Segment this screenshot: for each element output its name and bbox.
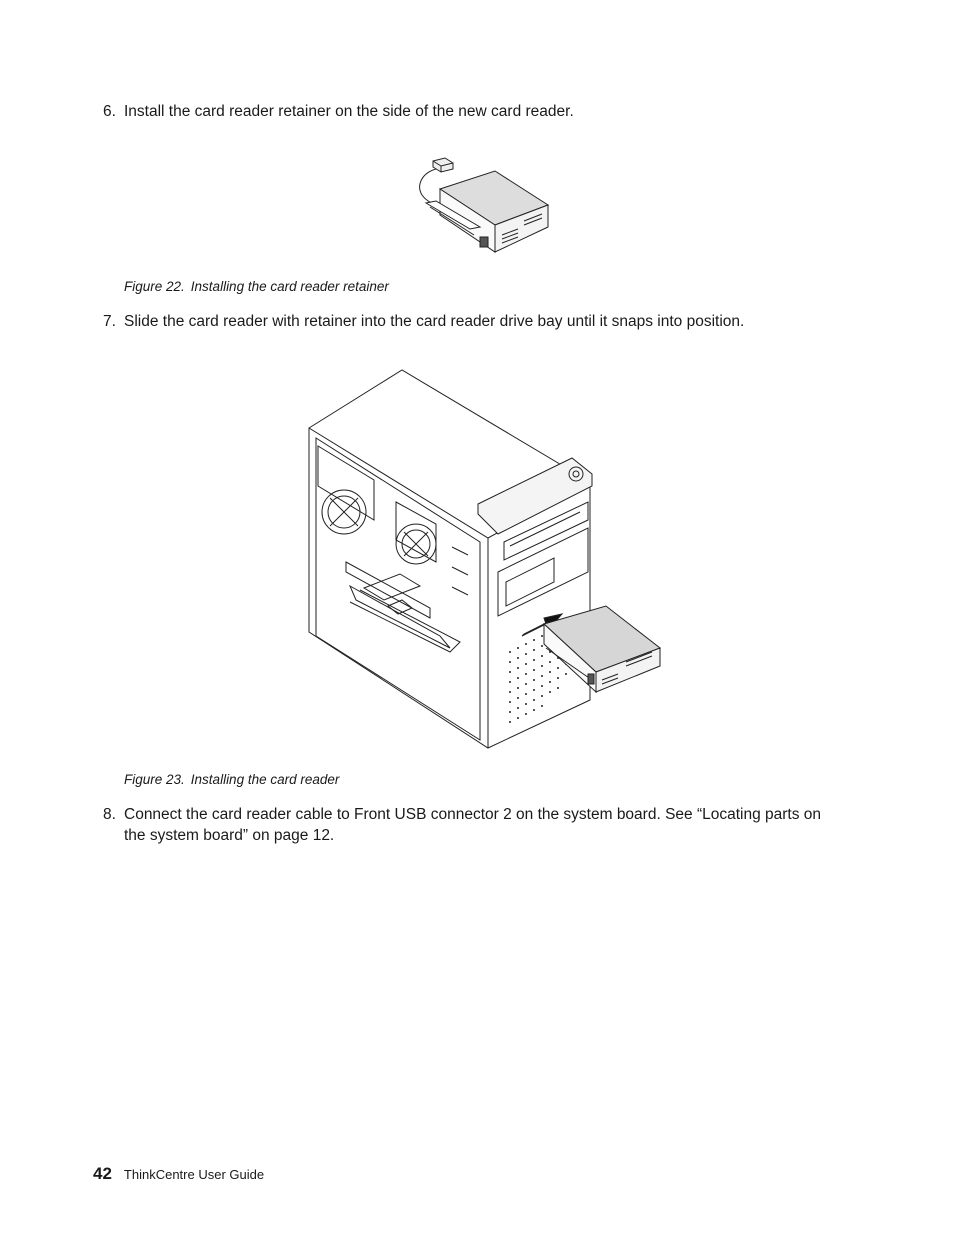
document-title: ThinkCentre User Guide xyxy=(123,1167,265,1182)
figure-caption-text: Installing the card reader retainer xyxy=(190,279,389,294)
card-reader-retainer-illustration xyxy=(410,155,555,255)
page-number: 42 xyxy=(93,1164,112,1183)
figure-label: Figure 22. xyxy=(124,279,185,294)
figure-caption-text: Installing the card reader xyxy=(190,772,340,787)
step-8 xyxy=(103,804,843,848)
computer-case-card-reader-illustration xyxy=(300,362,670,754)
step-number: 6. xyxy=(103,103,116,120)
step-text: Install the card reader retainer on the side of the new card reader. xyxy=(124,103,574,120)
figure-label: Figure 23. xyxy=(124,772,185,787)
figure-23-caption xyxy=(124,772,339,787)
step-number: 8. xyxy=(103,806,116,823)
figure-22-illustration xyxy=(410,155,555,255)
step-number: 7. xyxy=(103,313,116,330)
figure-22-caption xyxy=(124,279,389,294)
page-footer xyxy=(93,1164,264,1184)
figure-23-illustration xyxy=(300,362,670,754)
step-text: Connect the card reader cable to Front USB connector 2 on the system board. See “Locating parts on the system board” on page 12. xyxy=(124,806,822,844)
step-text: Slide the card reader with retainer into the card reader drive bay until it snaps into position. xyxy=(124,313,745,330)
